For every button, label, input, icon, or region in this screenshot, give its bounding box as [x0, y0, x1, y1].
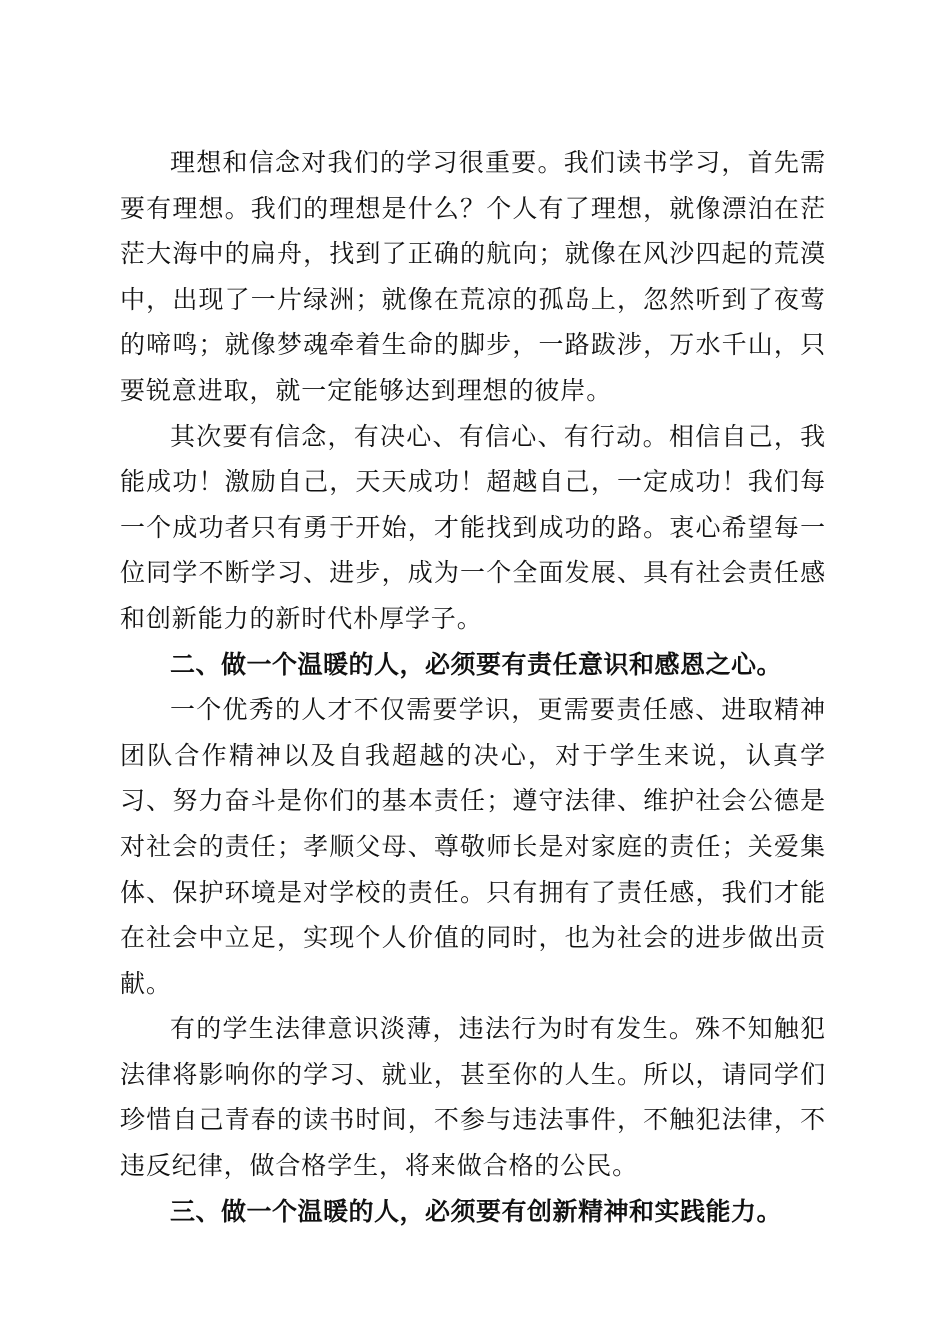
paragraph-beliefs: 其次要有信念，有决心、有信心、有行动。相信自己，我能成功！激励自己，天天成功！超越自己，一定成功！我们每一个成功者只有勇于开始，才能找到成功的路。衷心希望每一位同学不断学习、进步，成为一个全面发展、具有社会责任感和创新能力的新时代朴厚学子。 [120, 421, 826, 633]
paragraph-responsibility: 一个优秀的人才不仅需要学识，更需要责任感、进取精神团队合作精神以及自我超越的决心，对于学生来说，认真学习、努力奋斗是你们的基本责任；遵守法律、维护社会公德是对社会的责任；孝顺父母、尊敬师长是对家庭的责任；关爱集体、保护环境是对学校的责任。只有拥有了责任感，我们才能在社会中立足，实现个人价值的同时，也为社会的进步做出贡献。 [120, 695, 826, 998]
paragraph-ideals: 理想和信念对我们的学习很重要。我们读书学习，首先需要有理想。我们的理想是什么？个人有了理想，就像漂泊在茫茫大海中的扁舟，找到了正确的航向；就像在风沙四起的荒漠中，出现了一片绿洲；就像在荒凉的孤岛上，忽然听到了夜莺的啼鸣；就像梦魂牵着生命的脚步，一路跋涉，万水千山，只要锐意进取，就一定能够达到理想的彼岸。 [120, 148, 826, 405]
document-body [120, 140, 826, 1234]
paragraph-law-awareness: 有的学生法律意识淡薄，违法行为时有发生。殊不知触犯法律将影响你的学习、就业，甚至你的人生。所以，请同学们珍惜自己青春的读书时间，不参与违法事件，不触犯法律，不违反纪律，做合格学生，将来做合格的公民。 [120, 1014, 826, 1181]
section-heading-responsibility: 二、做一个温暖的人，必须要有责任意识和感恩之心。 [170, 649, 783, 679]
section-heading-innovation: 三、做一个温暖的人，必须要有创新精神和实践能力。 [170, 1196, 783, 1226]
